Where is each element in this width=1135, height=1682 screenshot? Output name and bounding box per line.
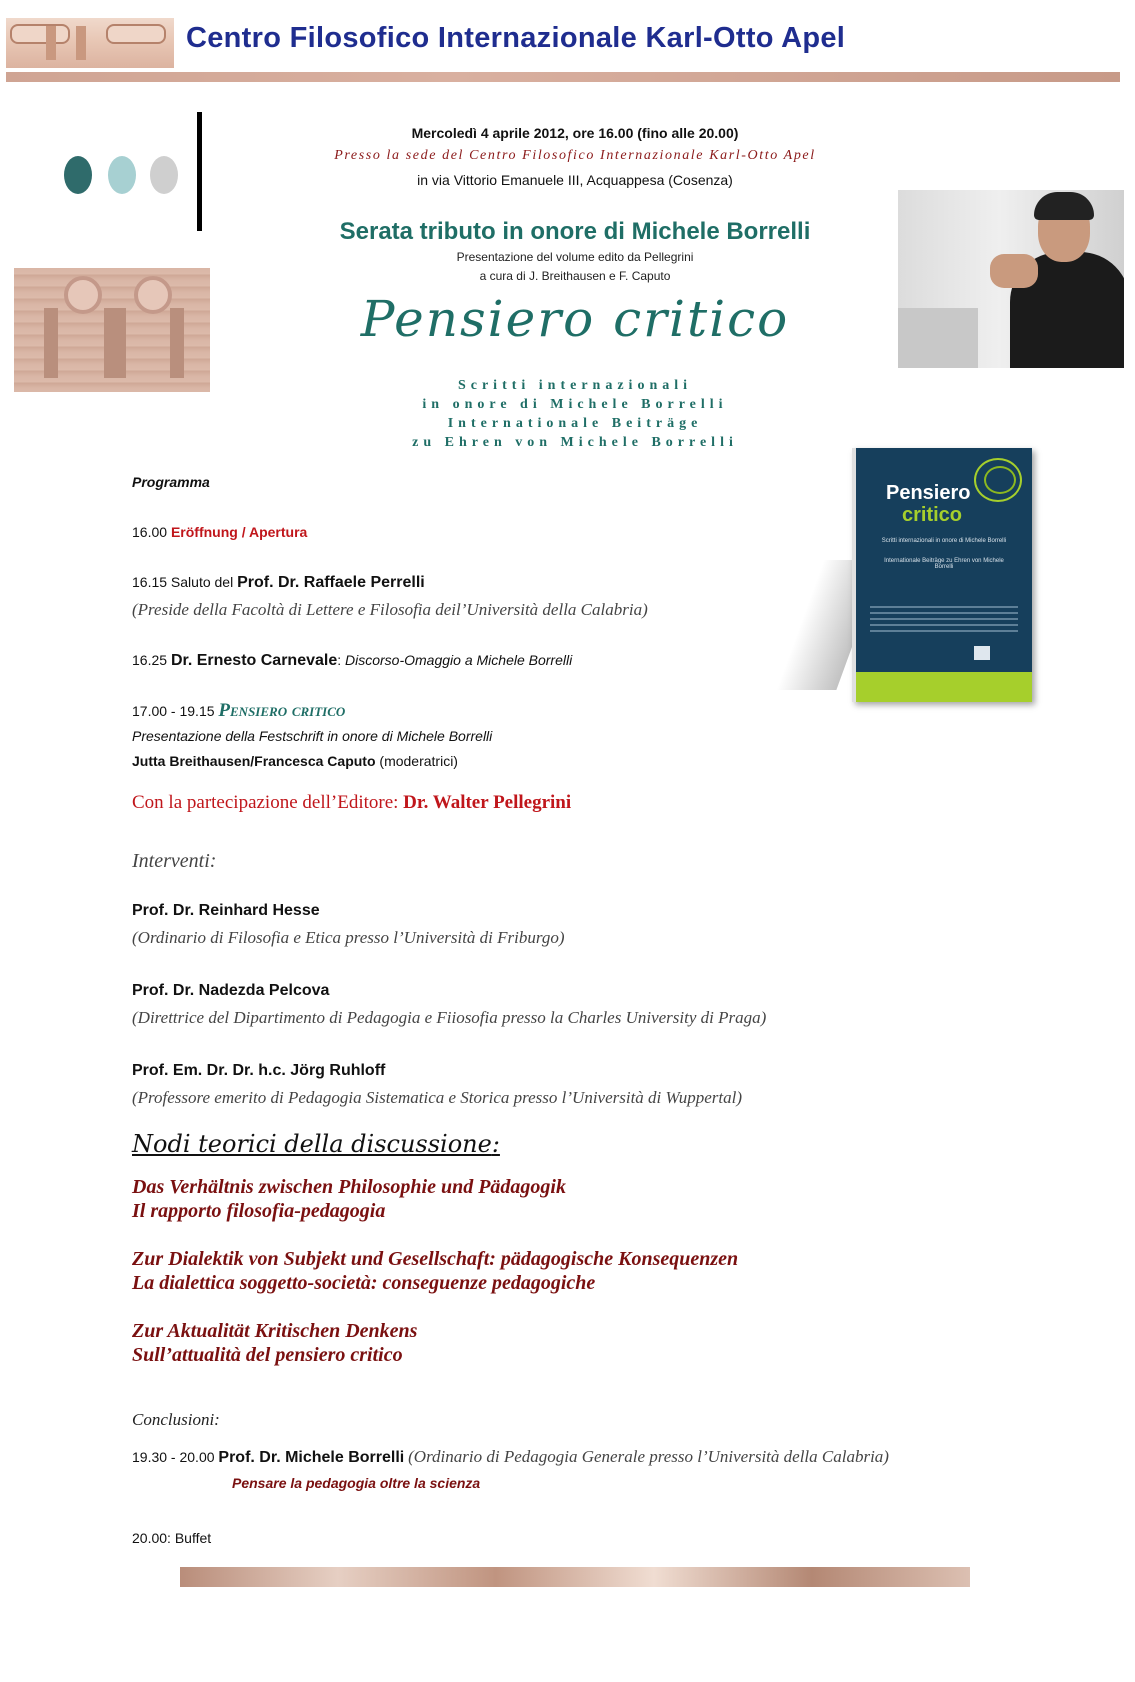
subtitle-line: zu Ehren von Michele Borrelli <box>412 435 738 450</box>
speaker-photo <box>898 190 1124 368</box>
capital-ornament <box>106 24 166 44</box>
capital-ornament <box>10 24 70 44</box>
speaker-name: Prof. Dr. Michele Borrelli <box>218 1449 405 1466</box>
event-address: in via Vittorio Emanuele III, Acquappesa (Cosenza) <box>417 172 733 188</box>
theme-line: Zur Dialektik von Subjekt und Gesellschaft: pädagogische Konsequenzen <box>132 1248 739 1270</box>
book-cover-image <box>852 448 1032 702</box>
program-heading: Programma <box>132 474 210 490</box>
program-item: 16.25 Dr. Ernesto Carnevale: Discorso-Omaggio a Michele Borrelli <box>132 652 573 669</box>
theme-line: Sull’attualità del pensiero critico <box>132 1344 403 1366</box>
speaker-name: Prof. Em. Dr. Dr. h.c. Jörg Ruhloff <box>132 1062 386 1079</box>
event-presentation: Presentazione del volume edito da Pellegrini <box>456 250 694 264</box>
speaker-role: (Professore emerito di Pedagogia Sistematica e Storica presso l’Università di Wuppertal) <box>132 1088 743 1107</box>
moderators <box>132 753 458 769</box>
decorative-vertical-line <box>197 112 202 231</box>
nodi-heading-text: Nodi teorici della discussione <box>132 1130 492 1158</box>
moderator-names: Jutta Breithausen/Francesca Caputo <box>132 753 376 769</box>
column-ornament <box>46 26 56 60</box>
program-item <box>132 574 425 592</box>
volute-ornament <box>64 276 102 314</box>
speaker-role: (Direttrice del Dipartimento di Pedagogia e Fiiosofia presso la Charles University di Praga) <box>132 1008 767 1027</box>
header-logo <box>6 18 174 68</box>
program-item <box>132 700 345 722</box>
program-time: 17.00 - 19.15 <box>132 703 215 719</box>
subtitle-line: in onore di Michele Borrelli <box>422 397 728 412</box>
volute-ornament <box>134 276 172 314</box>
speaker-role: (Ordinario di Pedagogia Generale presso l’Università della Calabria) <box>408 1447 889 1466</box>
speaker-name: Prof. Dr. Nadezda Pelcova <box>132 982 330 999</box>
speaker-name: Dr. Ernesto Carnevale <box>170 652 338 669</box>
event-venue: Presso la sede del Centro Filosofico Internazionale Karl-Otto Apel <box>334 148 816 163</box>
book-cover-subtitle: Scritti internazionali in onore di Michele Borrelli <box>881 538 1007 544</box>
speaker-role: (Ordinario di Filosofia e Etica presso l’Università di Friburgo) <box>132 928 565 947</box>
decorative-dot <box>108 156 136 194</box>
closing-talk-title: Pensare la pedagogia oltre la scienza <box>232 1475 481 1491</box>
program-item <box>132 524 307 540</box>
event-date: Mercoledì 4 aprile 2012, ore 16.00 (fino alle 20.00) <box>411 125 739 141</box>
program-opening: Eröffnung / Apertura <box>170 524 308 540</box>
nodi-colon: : <box>491 1130 500 1158</box>
speaker-name: Prof. Dr. Reinhard Hesse <box>132 902 320 919</box>
program-time: 16.00 <box>132 524 168 540</box>
pilaster <box>104 308 126 378</box>
program-item <box>132 1447 889 1467</box>
book-cover-title: Pensiero <box>886 482 971 504</box>
subtitle-line: Internationale Beiträge <box>447 416 703 431</box>
theme-line: La dialettica soggetto-società: conseguenze pedagogiche <box>132 1272 596 1294</box>
decorative-dot <box>150 156 178 194</box>
talk-title: Discorso-Omaggio a Michele Borrelli <box>345 652 573 668</box>
pilaster <box>170 308 184 378</box>
moderator-note: (moderatrici) <box>379 753 458 769</box>
event-editors: a cura di J. Breithausen e F. Caputo <box>479 269 671 283</box>
book-cover-title: critico <box>902 504 963 526</box>
conclusioni-heading: Conclusioni: <box>132 1410 220 1429</box>
publisher-line <box>132 792 571 814</box>
speaker-role: (Preside della Facoltà di Lettere e Filosofia deil’Università della Calabria) <box>132 600 648 619</box>
book-title-inline: Pensiero critico <box>218 700 346 721</box>
theme-line: Zur Aktualität Kritischen Denkens <box>132 1320 418 1342</box>
book-title-script: Pensiero critico <box>360 290 790 348</box>
program-time: 16.25 <box>132 652 168 668</box>
program-time: 19.30 - 20.00 <box>132 1449 215 1465</box>
pilaster <box>44 308 58 378</box>
subtitle-line: Scritti internazionali <box>457 378 693 393</box>
header-title: Centro Filosofico Internazionale Karl-Otto Apel <box>186 22 846 54</box>
publisher-name: Dr. Walter Pellegrini <box>403 792 572 813</box>
publisher-label: Con la partecipazione dell’Editore: <box>132 792 399 813</box>
decorative-dot <box>64 156 92 194</box>
theme-line: Das Verhältnis zwischen Philosophie und Pädagogik <box>132 1176 566 1198</box>
festschrift-description: Presentazione della Festschrift in onore di Michele Borrelli <box>132 728 493 744</box>
buffet-line: 20.00: Buffet <box>132 1530 212 1546</box>
interventi-heading: Interventi: <box>132 850 217 872</box>
book-cover-subtitle: Internationale Beiträge zu Ehren von Michele Borrelli <box>884 558 1004 570</box>
footer-divider <box>180 1567 970 1587</box>
program-time: 16.15 Saluto del <box>132 574 234 590</box>
header-divider <box>6 72 1120 82</box>
architectural-relief-image <box>14 268 210 392</box>
speaker-name: Prof. Dr. Raffaele Perrelli <box>237 574 425 591</box>
column-ornament <box>76 26 86 60</box>
theme-line: Il rapporto filosofia-pedagogia <box>132 1200 386 1222</box>
nodi-heading <box>132 1130 500 1158</box>
event-title: Serata tributo in onore di Michele Borrelli <box>339 218 811 245</box>
